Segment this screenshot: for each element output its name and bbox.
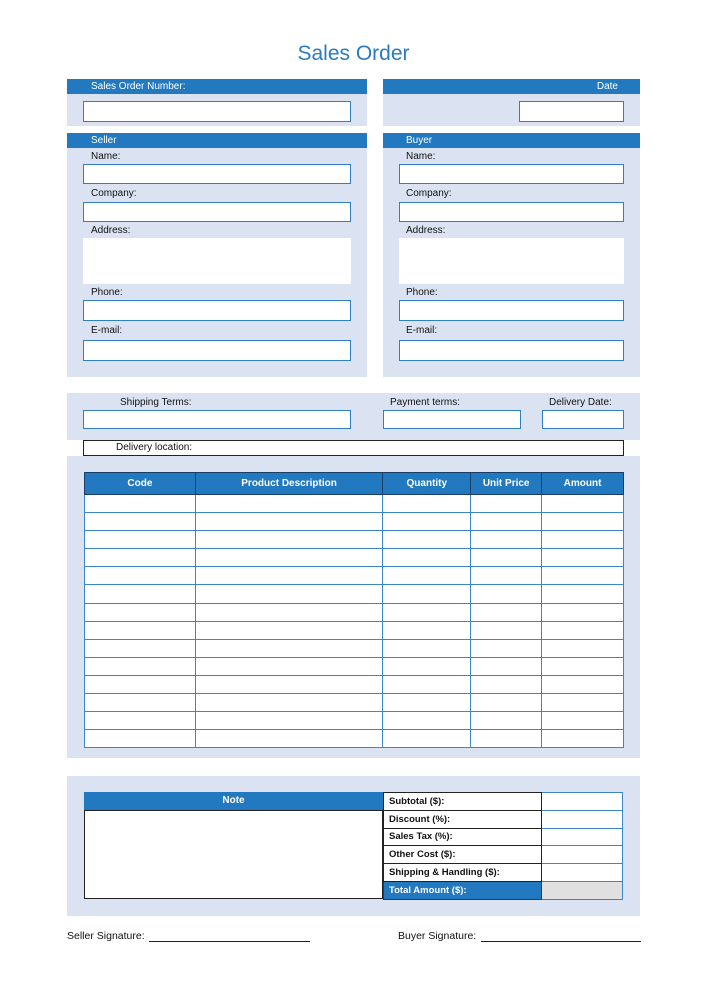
cell-quantity[interactable] (383, 639, 471, 657)
column-header-unit-price: Unit Price (471, 473, 542, 495)
shipping-handling-label: Shipping & Handling ($): (384, 864, 542, 882)
cell-code[interactable] (85, 675, 196, 693)
cell-description[interactable] (195, 585, 383, 603)
cell-code[interactable] (85, 567, 196, 585)
cell-quantity[interactable] (383, 567, 471, 585)
buyer-email-label: E-mail: (406, 325, 438, 336)
column-header-quantity: Quantity (383, 473, 471, 495)
total-amount-value[interactable] (542, 881, 623, 899)
seller-heading: Seller (67, 133, 367, 148)
cell-code[interactable] (85, 639, 196, 657)
cell-amount[interactable] (542, 585, 624, 603)
table-row (85, 675, 624, 693)
column-header-amount: Amount (542, 473, 624, 495)
seller-signature-line[interactable] (149, 941, 310, 942)
cell-unit-price[interactable] (471, 730, 542, 748)
cell-code[interactable] (85, 549, 196, 567)
cell-quantity[interactable] (383, 675, 471, 693)
cell-code[interactable] (85, 603, 196, 621)
seller-email-label: E-mail: (91, 325, 123, 336)
cell-description[interactable] (195, 675, 383, 693)
buyer-phone-label: Phone: (406, 287, 438, 298)
totals-table (383, 792, 623, 900)
shipping-handling-row (384, 864, 623, 882)
cell-quantity[interactable] (383, 712, 471, 730)
cell-description[interactable] (195, 712, 383, 730)
items-header-row (85, 473, 624, 495)
payment-terms-label: Payment terms: (390, 397, 461, 408)
cell-code[interactable] (85, 513, 196, 531)
table-row (85, 603, 624, 621)
cell-description[interactable] (195, 495, 383, 513)
cell-description[interactable] (195, 639, 383, 657)
cell-unit-price[interactable] (471, 694, 542, 712)
table-row (85, 549, 624, 567)
cell-amount[interactable] (542, 657, 624, 675)
order-number-label: Sales Order Number: (67, 79, 367, 94)
cell-amount[interactable] (542, 694, 624, 712)
cell-description[interactable] (195, 531, 383, 549)
delivery-date-input[interactable] (542, 410, 624, 429)
cell-code[interactable] (85, 694, 196, 712)
cell-description[interactable] (195, 657, 383, 675)
subtotal-label: Subtotal ($): (384, 793, 542, 811)
cell-description[interactable] (195, 730, 383, 748)
cell-amount[interactable] (542, 730, 624, 748)
table-row (85, 712, 624, 730)
seller-name-input[interactable] (83, 164, 351, 184)
cell-quantity[interactable] (383, 603, 471, 621)
total-amount-label: Total Amount ($): (384, 881, 542, 899)
discount-label: Discount (%): (384, 810, 542, 828)
seller-name-label: Name: (91, 151, 121, 162)
cell-unit-price[interactable] (471, 639, 542, 657)
cell-unit-price[interactable] (471, 531, 542, 549)
shipping-terms-input[interactable] (83, 410, 351, 429)
seller-signature-label: Seller Signature: (67, 930, 145, 942)
seller-phone-input[interactable] (83, 300, 351, 321)
seller-email-input[interactable] (83, 340, 351, 361)
cell-amount[interactable] (542, 513, 624, 531)
sales-tax-row (384, 828, 623, 846)
seller-company-label: Company: (91, 188, 137, 199)
seller-address-input[interactable] (83, 238, 351, 284)
cell-quantity[interactable] (383, 531, 471, 549)
shipping-handling-value[interactable] (542, 864, 623, 882)
table-row (85, 657, 624, 675)
seller-phone-label: Phone: (91, 287, 123, 298)
subtotal-value[interactable] (542, 793, 623, 811)
cell-amount[interactable] (542, 639, 624, 657)
delivery-location-input[interactable] (83, 440, 624, 456)
buyer-heading: Buyer (383, 133, 640, 148)
cell-unit-price[interactable] (471, 621, 542, 639)
buyer-phone-input[interactable] (399, 300, 624, 321)
shipping-terms-label: Shipping Terms: (120, 397, 192, 408)
total-amount-row (384, 881, 623, 899)
column-header-description: Product Description (195, 473, 383, 495)
buyer-name-label: Name: (406, 151, 436, 162)
cell-quantity[interactable] (383, 621, 471, 639)
cell-amount[interactable] (542, 567, 624, 585)
buyer-address-input[interactable] (399, 238, 624, 284)
cell-amount[interactable] (542, 621, 624, 639)
cell-quantity[interactable] (383, 495, 471, 513)
cell-unit-price[interactable] (471, 603, 542, 621)
cell-amount[interactable] (542, 531, 624, 549)
cell-amount[interactable] (542, 675, 624, 693)
cell-unit-price[interactable] (471, 675, 542, 693)
sales-tax-value[interactable] (542, 828, 623, 846)
note-input[interactable] (84, 810, 383, 899)
cell-unit-price[interactable] (471, 712, 542, 730)
cell-description[interactable] (195, 603, 383, 621)
cell-unit-price[interactable] (471, 549, 542, 567)
buyer-name-input[interactable] (399, 164, 624, 184)
table-row (85, 694, 624, 712)
table-row (85, 513, 624, 531)
sales-tax-label: Sales Tax (%): (384, 828, 542, 846)
cell-amount[interactable] (542, 495, 624, 513)
seller-company-input[interactable] (83, 202, 351, 222)
cell-unit-price[interactable] (471, 585, 542, 603)
table-row (85, 621, 624, 639)
buyer-company-input[interactable] (399, 202, 624, 222)
cell-code[interactable] (85, 621, 196, 639)
table-row (85, 639, 624, 657)
buyer-signature-label: Buyer Signature: (398, 930, 477, 942)
cell-code[interactable] (85, 712, 196, 730)
other-cost-label: Other Cost ($): (384, 846, 542, 864)
cell-amount[interactable] (542, 712, 624, 730)
cell-quantity[interactable] (383, 694, 471, 712)
payment-terms-input[interactable] (383, 410, 521, 429)
buyer-company-label: Company: (406, 188, 452, 199)
column-header-code: Code (85, 473, 196, 495)
table-row (85, 567, 624, 585)
cell-unit-price[interactable] (471, 657, 542, 675)
discount-value[interactable] (542, 810, 623, 828)
cell-code[interactable] (85, 585, 196, 603)
delivery-location-label: Delivery location: (116, 442, 193, 453)
table-row (85, 495, 624, 513)
subtotal-row (384, 793, 623, 811)
cell-description[interactable] (195, 549, 383, 567)
seller-address-label: Address: (91, 225, 131, 236)
cell-description[interactable] (195, 694, 383, 712)
cell-unit-price[interactable] (471, 495, 542, 513)
order-number-input[interactable] (83, 101, 351, 122)
note-heading: Note (84, 792, 383, 810)
cell-code[interactable] (85, 657, 196, 675)
buyer-email-input[interactable] (399, 340, 624, 361)
cell-quantity[interactable] (383, 657, 471, 675)
page-title: Sales Order (297, 42, 410, 65)
cell-quantity[interactable] (383, 549, 471, 567)
delivery-date-label: Delivery Date: (549, 397, 612, 408)
buyer-address-label: Address: (406, 225, 446, 236)
cell-code[interactable] (85, 495, 196, 513)
other-cost-row (384, 846, 623, 864)
cell-unit-price[interactable] (471, 567, 542, 585)
cell-unit-price[interactable] (471, 513, 542, 531)
cell-amount[interactable] (542, 603, 624, 621)
table-row (85, 730, 624, 748)
items-table (84, 472, 624, 748)
table-row (85, 531, 624, 549)
table-row (85, 585, 624, 603)
buyer-signature-line[interactable] (481, 941, 641, 942)
cell-description[interactable] (195, 513, 383, 531)
cell-description[interactable] (195, 621, 383, 639)
cell-code[interactable] (85, 531, 196, 549)
other-cost-value[interactable] (542, 846, 623, 864)
date-input[interactable] (519, 101, 624, 122)
cell-description[interactable] (195, 567, 383, 585)
discount-row (384, 810, 623, 828)
cell-quantity[interactable] (383, 585, 471, 603)
date-label: Date (383, 79, 640, 94)
cell-code[interactable] (85, 730, 196, 748)
cell-quantity[interactable] (383, 730, 471, 748)
cell-amount[interactable] (542, 549, 624, 567)
cell-quantity[interactable] (383, 513, 471, 531)
